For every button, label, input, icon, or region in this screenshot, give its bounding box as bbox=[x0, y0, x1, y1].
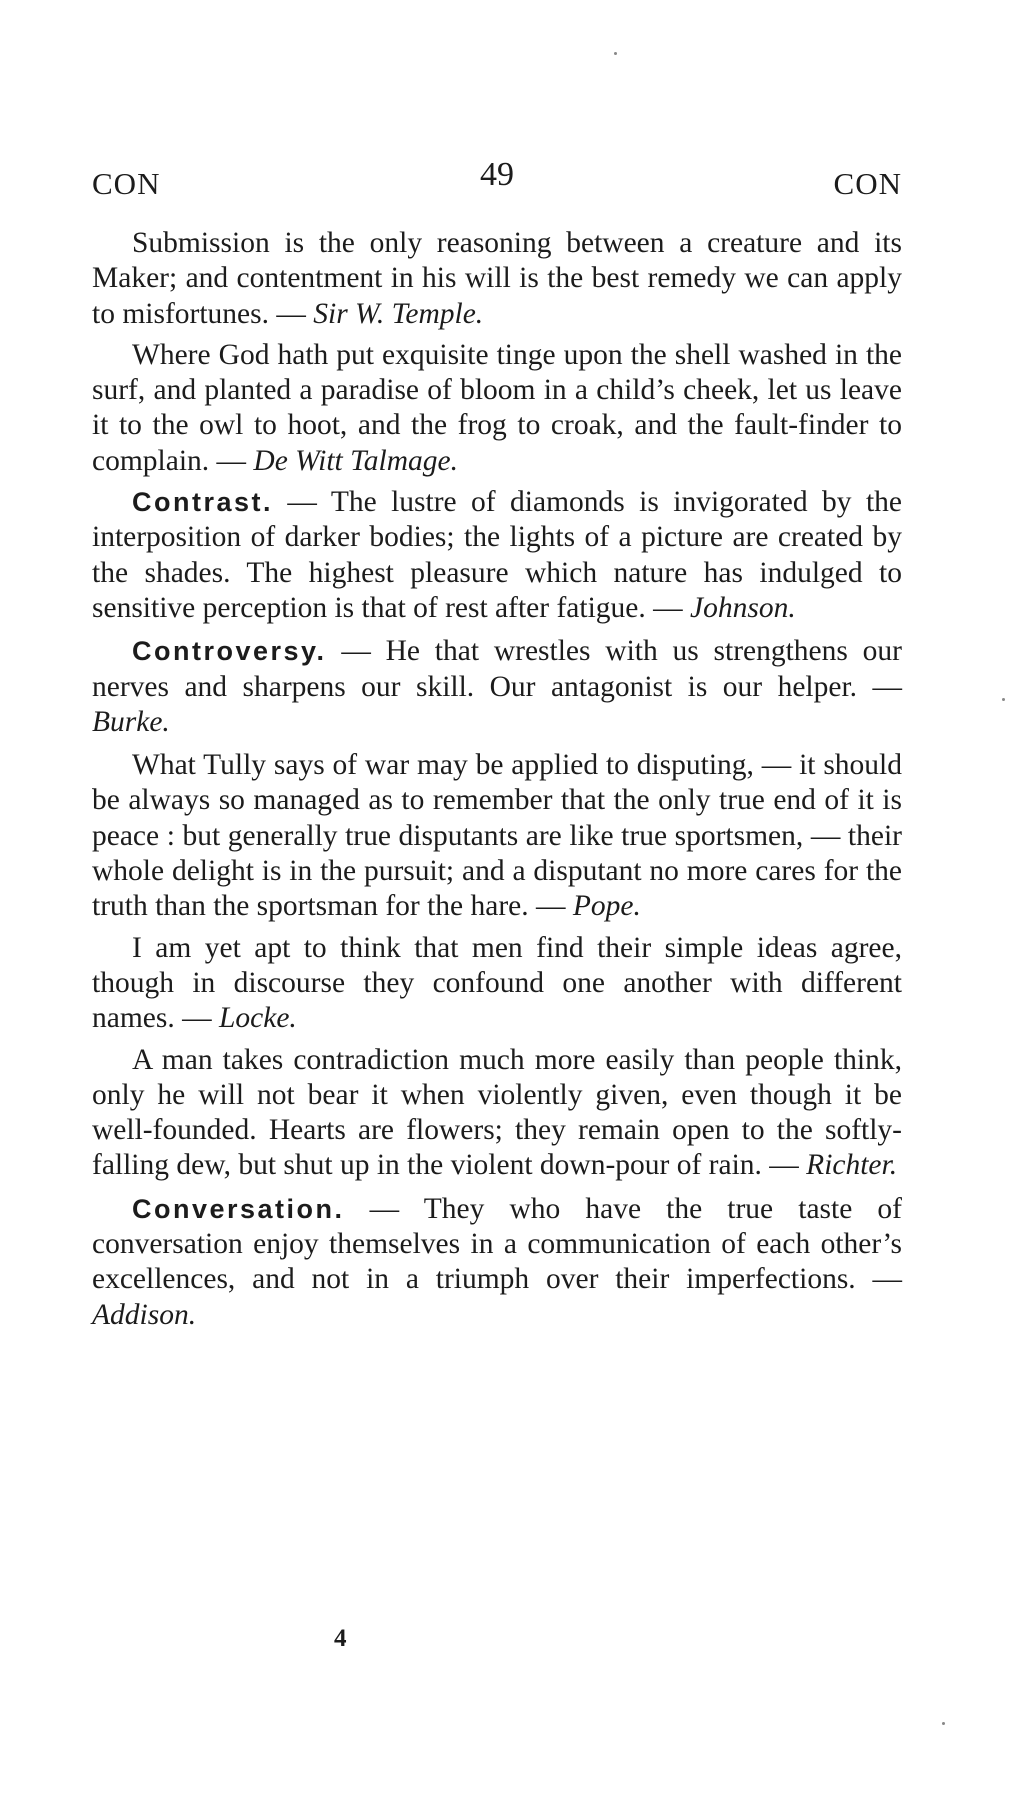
quotation-author: Burke. bbox=[92, 705, 170, 738]
quotation-text: — The lustre of diamonds is invigorated by the interposition of darker bodies; the lights of a picture are created by the shades. The highest pleasure which nature has indulged to sensitive perception is that of rest after fatigue. — bbox=[92, 486, 902, 624]
quotation-text: — He that wrestles with us strengthens our nerves and sharpens our skill. Our antagonist is our helper. — bbox=[92, 635, 902, 703]
quotation-author: Locke. bbox=[219, 1002, 297, 1035]
topic-entry-conversation bbox=[92, 1192, 902, 1333]
paper-speck bbox=[614, 52, 617, 55]
quotation-author: Addison. bbox=[92, 1298, 197, 1331]
header-right-guideword: CON bbox=[833, 166, 902, 201]
quotation-text: Submission is the only reasoning between a creature and its Maker; and contentment in his will is the best remedy we can apply to misfortunes. — bbox=[92, 227, 902, 330]
quotation-text: — They who have the true taste of conversation enjoy themselves in a communication of each other’s excellences, and not in a triumph over their imperfections. — bbox=[92, 1192, 902, 1296]
quotation-text: Where God hath put exquisite tinge upon the shell washed in the surf, and planted a paradise of bloom in a child’s cheek, let us leave it to the owl to hoot, and the frog to croak, and the fault-finder to complain. — bbox=[92, 338, 902, 477]
quotation-author: Pope. bbox=[572, 890, 641, 923]
quotation-paragraph bbox=[92, 338, 902, 479]
topic-heading: Contrast. bbox=[132, 487, 274, 518]
topic-entry-contrast bbox=[92, 485, 902, 626]
quotation-author: Richter. bbox=[806, 1149, 898, 1182]
quotation-paragraph bbox=[92, 226, 902, 332]
quotation-paragraph bbox=[92, 1043, 902, 1184]
topic-heading: Conversation. bbox=[132, 1193, 345, 1224]
header-left-guideword: CON bbox=[92, 166, 161, 201]
page-number: 49 bbox=[480, 156, 514, 193]
paper-speck bbox=[1002, 698, 1005, 701]
quotation-author: De Witt Talmage. bbox=[253, 444, 459, 477]
topic-heading: Controversy. bbox=[132, 636, 327, 667]
paper-speck bbox=[942, 1722, 945, 1725]
quotation-text: A man takes contradiction much more easily than people think, only he will not bear it when violently given, even though it be well-founded. Hearts are flowers; they remain open to the softly-falling dew, but shut up in the violent down-pour of rain. — bbox=[92, 1043, 902, 1182]
topic-entry-controversy bbox=[92, 634, 902, 740]
page-body bbox=[92, 226, 902, 1339]
quotation-text: What Tully says of war may be applied to disputing, — it should be always so managed as to remember that the only true end of it is peace : but generally true disputants are like true sportsmen, — their whole delight is in the pursuit; and a disputant no more cares for the truth than the sportsman for the hare. — bbox=[92, 749, 902, 923]
quotation-author: Sir W. Temple. bbox=[313, 297, 484, 330]
quotation-paragraph bbox=[92, 748, 902, 924]
signature-mark: 4 bbox=[334, 1625, 347, 1652]
quotation-text: I am yet apt to think that men find their simple ideas agree, though in discourse they confound one another with different names. — bbox=[92, 931, 902, 1035]
quotation-paragraph bbox=[92, 931, 902, 1037]
quotation-author: Johnson. bbox=[690, 591, 796, 624]
running-header bbox=[92, 156, 902, 206]
